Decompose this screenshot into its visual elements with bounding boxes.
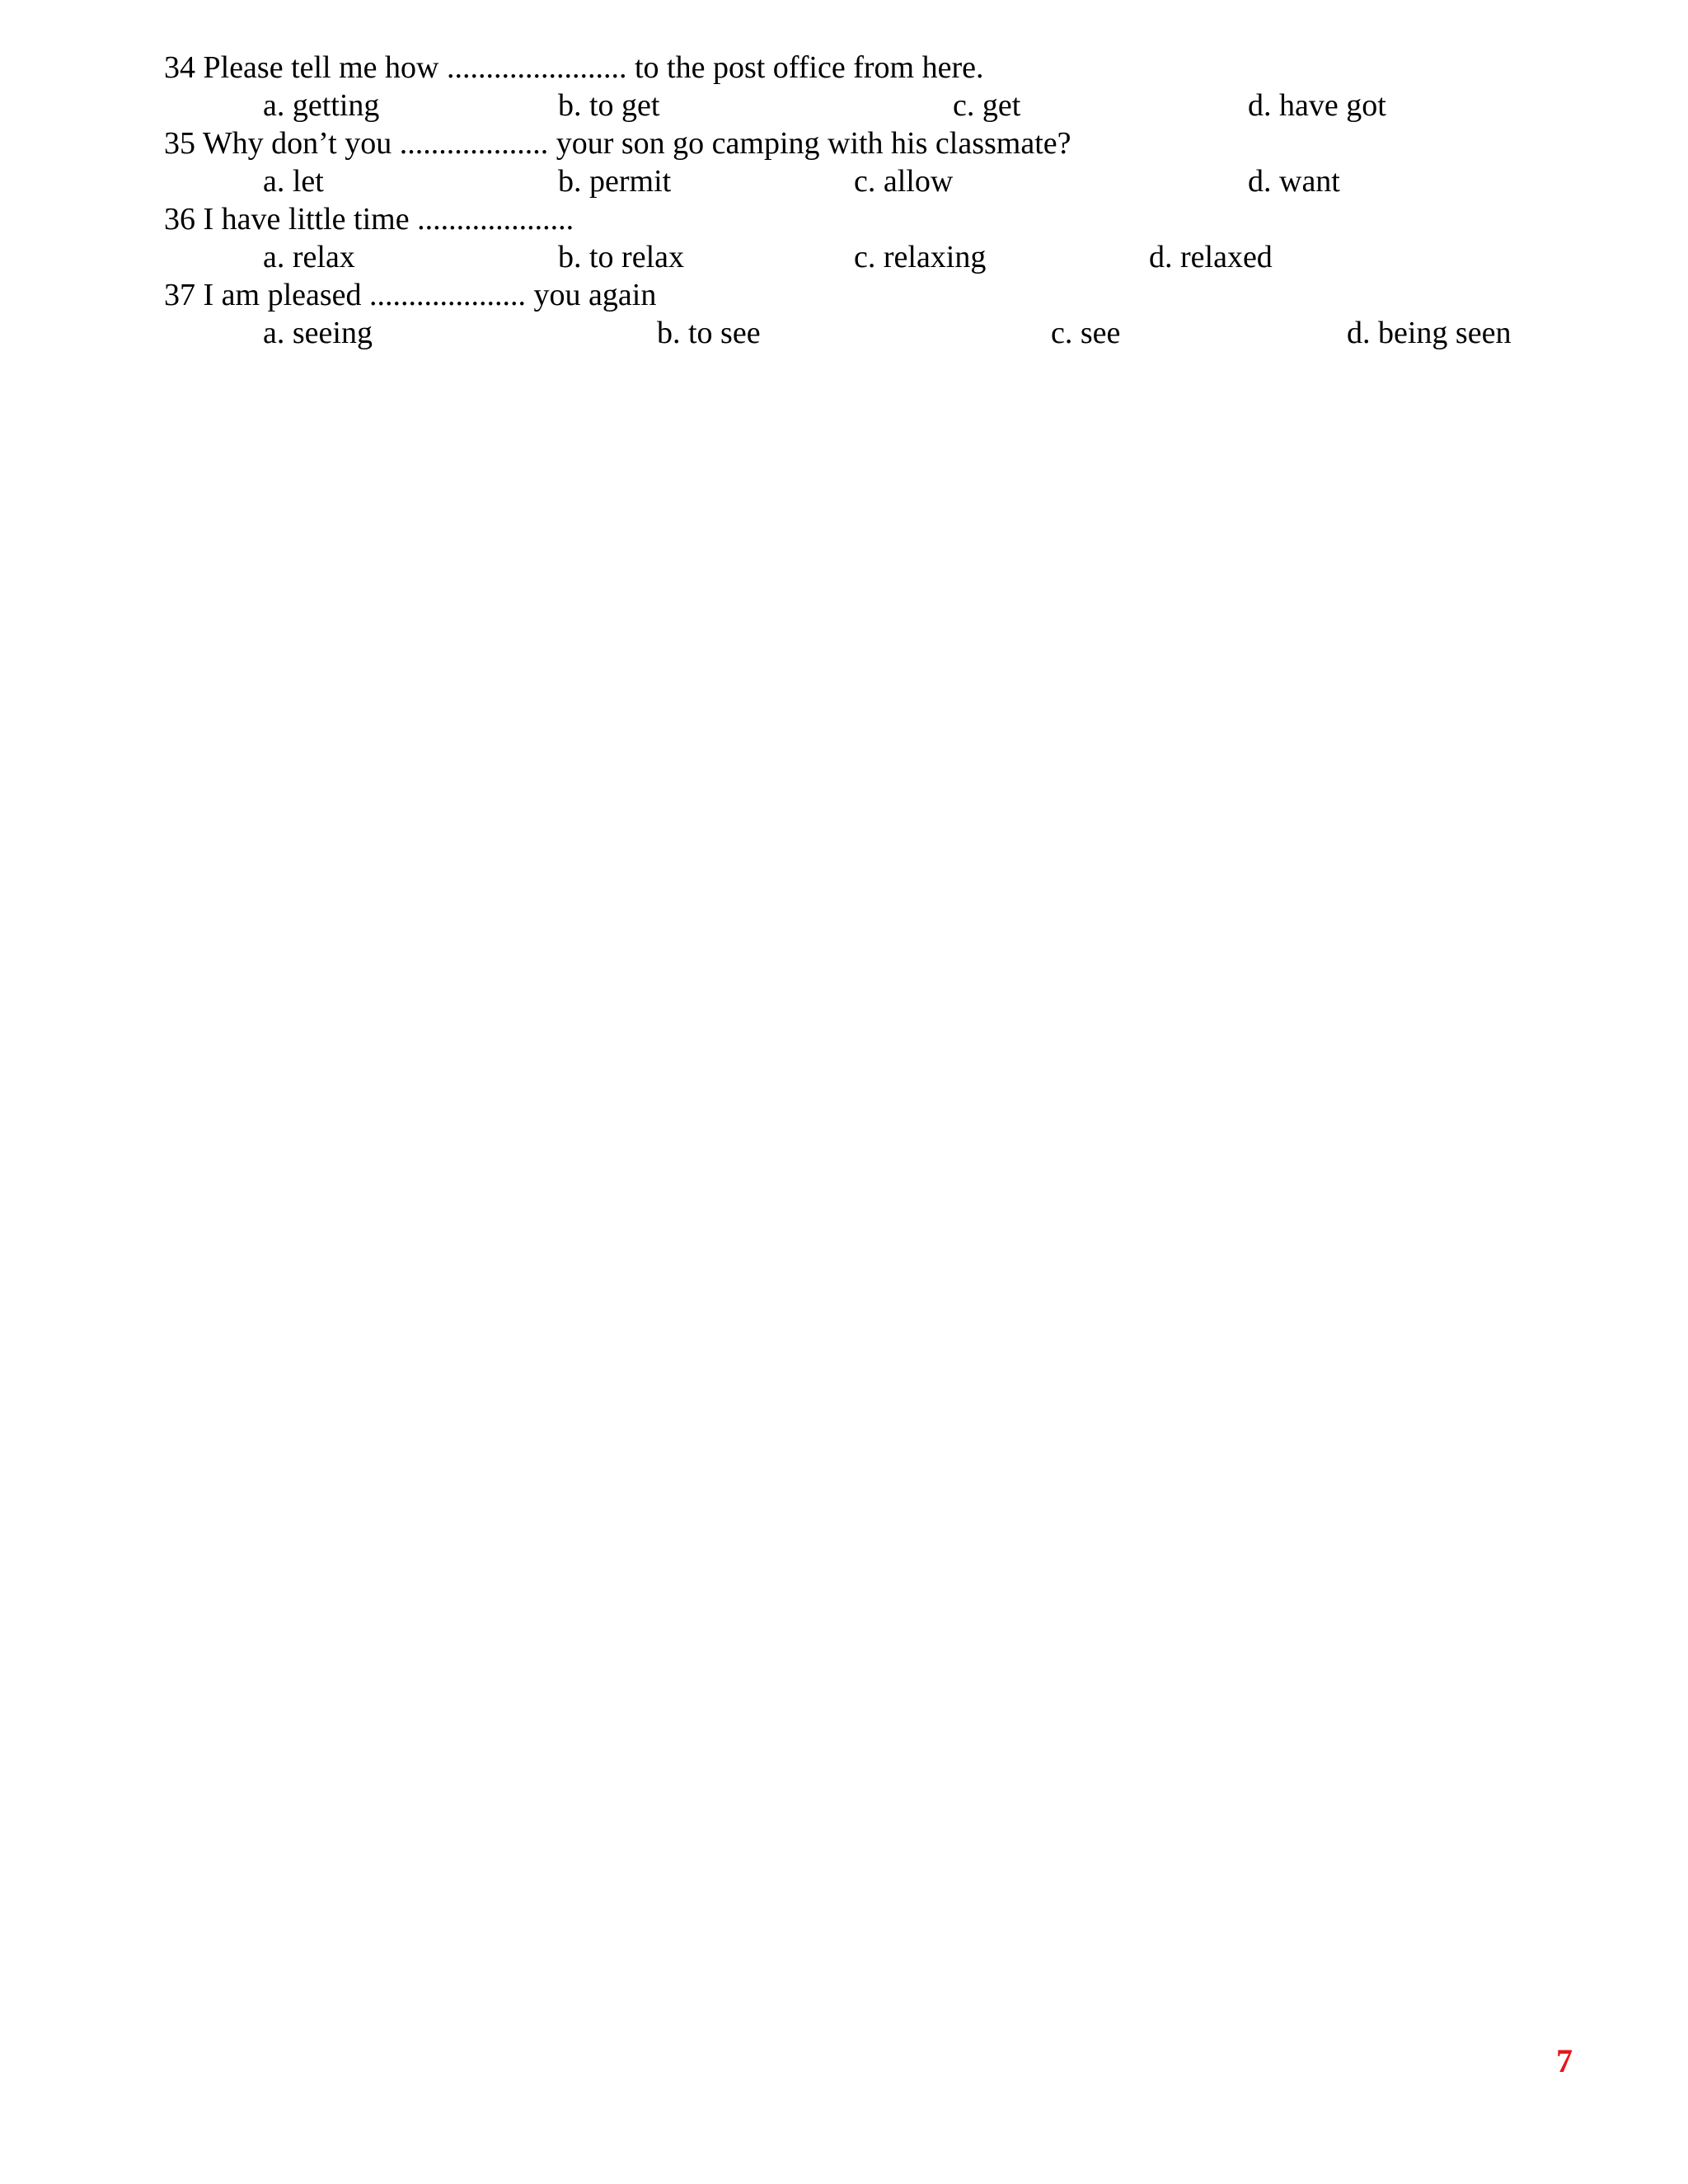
question-34-option-a: a. getting	[263, 88, 380, 123]
question-36-option-d: d. relaxed	[1149, 240, 1273, 274]
question-35-option-c: c. allow	[854, 164, 954, 199]
question-37-option-d: d. being seen	[1347, 316, 1512, 350]
question-34-option-d: d. have got	[1248, 88, 1386, 123]
page-number: 7	[1556, 2042, 1573, 2079]
question-34-stem: 34 Please tell me how ....................... to the post office from here.	[164, 50, 984, 85]
question-34-options	[0, 87, 1688, 124]
question-35-options	[0, 162, 1688, 200]
question-36-options	[0, 238, 1688, 276]
question-36-option-c: c. relaxing	[854, 240, 987, 274]
question-37-option-c: c. see	[1051, 316, 1121, 350]
question-34-option-c: c. get	[953, 88, 1021, 123]
question-37-option-b: b. to see	[657, 316, 761, 350]
question-35-option-a: a. let	[263, 164, 324, 199]
question-36-stem: 36 I have little time ....................	[164, 202, 574, 237]
question-35-stem: 35 Why don’t you ................... your son go camping with his classmate?	[164, 126, 1071, 161]
question-36-option-b: b. to relax	[558, 240, 685, 274]
question-35-option-d: d. want	[1248, 164, 1340, 199]
question-36-option-a: a. relax	[263, 240, 355, 274]
question-35-option-b: b. permit	[558, 164, 672, 199]
question-37-stem: 37 I am pleased .................... you again	[164, 278, 657, 312]
question-37-option-a: a. seeing	[263, 316, 373, 350]
question-34-option-b: b. to get	[558, 88, 660, 123]
question-37-options	[0, 314, 1688, 352]
